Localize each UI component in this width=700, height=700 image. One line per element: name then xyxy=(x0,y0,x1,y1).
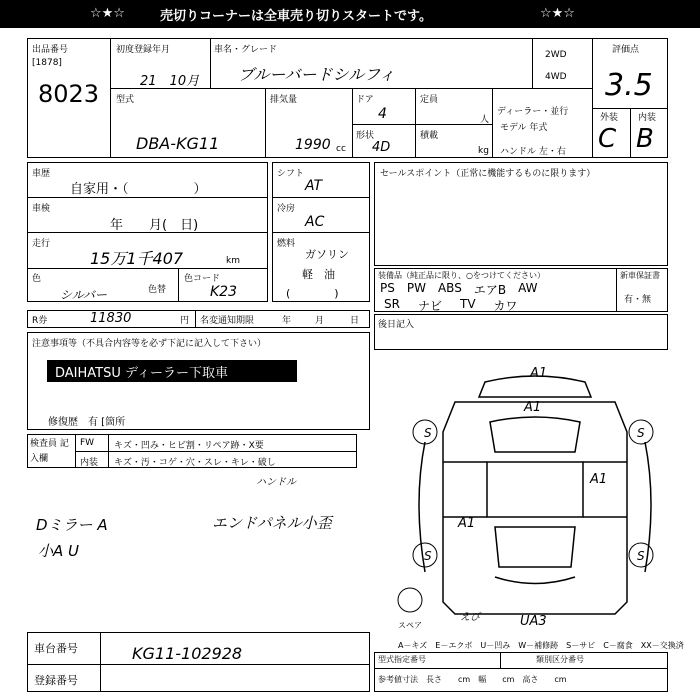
door-label: ドア xyxy=(356,95,374,105)
tax-day: 日 xyxy=(350,316,360,326)
banner-stars-left: ☆★☆ xyxy=(90,6,125,21)
chassis-label: 車台番号 xyxy=(34,642,78,655)
new-warranty-value: 有・無 xyxy=(624,295,652,305)
fw-items: キズ・凹み・ヒビ割・リペア跡・X要 xyxy=(114,441,264,451)
color-change-label: 色替 xyxy=(148,285,167,295)
color-value: シルバー xyxy=(60,288,107,302)
mileage-unit: km xyxy=(226,256,240,266)
damage-legend: A－キズ E－エクボ U－凹み W－補修跡 S－サビ C－腐食 XX－交換済 xyxy=(398,641,684,650)
equip-leather: カワ xyxy=(493,299,518,313)
interior-label: 内装 xyxy=(638,113,657,123)
equip-aw: AW xyxy=(518,281,538,295)
mark-s-fr: S xyxy=(637,426,645,440)
drive-2wd: 2WD xyxy=(545,50,567,60)
form-label: 型式指定番号 xyxy=(378,655,426,664)
postfill-block xyxy=(374,314,668,350)
fuel-light: 軽 油 xyxy=(302,268,335,281)
disp-label: 排気量 xyxy=(270,95,298,105)
cap-unit: 人 xyxy=(480,115,490,125)
top-banner xyxy=(0,0,700,28)
fw-label: FW xyxy=(80,438,95,448)
door-value: 4 xyxy=(378,106,387,122)
recycle-label: R券 xyxy=(32,316,48,326)
tax-month: 月 xyxy=(315,316,325,326)
postfill-label: 後日記入 xyxy=(378,320,415,330)
exterior-value: C xyxy=(598,124,617,154)
model-year-label: モデル 年式 xyxy=(500,123,548,133)
mark-a1-left: A1 xyxy=(458,516,476,531)
lot-label: 出品番号 xyxy=(32,45,69,55)
ac-label: 冷房 xyxy=(277,204,296,214)
mark-a1-hood: A1 xyxy=(524,400,542,415)
inspector-label: 検査員 記入欄 xyxy=(30,439,69,464)
banner-text: 売切りコーナーは全車売り切りスタートです。 xyxy=(160,9,432,24)
equip-ps: PS xyxy=(380,281,395,295)
mark-s-fl: S xyxy=(424,426,432,440)
inspection-value: 年 月( 日) xyxy=(110,218,199,233)
ac-value: AC xyxy=(305,214,325,230)
cap-label: 定員 xyxy=(420,95,439,105)
equip-row2 xyxy=(384,297,518,314)
spare-label: スペア xyxy=(398,621,422,630)
fuel-other: ( ) xyxy=(286,287,339,300)
usage-value: 自家用・（ ） xyxy=(70,182,207,197)
note-end-panel: エンドパネル小歪 xyxy=(212,514,332,532)
shift-label: シフト xyxy=(277,169,305,179)
first-reg-value: 21 10月 xyxy=(140,74,200,89)
score-value: 3.5 xyxy=(605,68,653,103)
color-code-value: K23 xyxy=(210,284,237,300)
drive-4wd: 4WD xyxy=(545,72,567,82)
disp-value: 1990 xyxy=(295,137,331,153)
name-label: 車名・グレード xyxy=(214,45,278,55)
mark-s-rr: S xyxy=(637,549,645,563)
handle-label: ハンドル 左・右 xyxy=(500,147,566,157)
inspection-label: 車検 xyxy=(32,204,51,214)
disp-unit: cc xyxy=(336,144,346,154)
sales-label: セールスポイント（正常に機能するものに限ります） xyxy=(380,169,596,179)
chassis-value: KG11-102928 xyxy=(132,644,243,663)
int-items: キズ・汚・コゲ・穴・スレ・キレ・破し xyxy=(114,458,276,468)
color-code-label: 色コード xyxy=(184,274,221,284)
equip-navi: ナビ xyxy=(417,299,442,313)
recycle-unit: 円 xyxy=(180,316,190,326)
class-label: 類別区分番号 xyxy=(536,655,584,664)
equip-row1 xyxy=(380,281,537,298)
mileage-value: 15万1千407 xyxy=(90,249,184,268)
spare-tire xyxy=(398,588,422,612)
tax-label: 名変通知期限 xyxy=(200,316,255,326)
shape-label: 形状 xyxy=(356,131,375,141)
equip-pw: PW xyxy=(406,281,426,295)
mark-a1-front: A1 xyxy=(530,366,548,381)
int-label: 内装 xyxy=(80,458,99,468)
equip-sr: SR xyxy=(384,297,400,311)
fuel-label: 燃料 xyxy=(277,239,296,249)
score-label: 評価点 xyxy=(612,45,640,55)
load-label: 積載 xyxy=(420,131,439,141)
banner-stars-right: ☆★☆ xyxy=(540,6,575,21)
mileage-label: 走行 xyxy=(32,239,51,249)
color-label: 色 xyxy=(32,274,42,284)
shift-value: AT xyxy=(305,178,323,194)
interior-value: B xyxy=(636,124,654,154)
dealer-label: ディーラー・並行 xyxy=(497,107,569,117)
mark-s-rl: S xyxy=(424,549,432,563)
equip-airbag: エアB xyxy=(473,283,507,297)
model-value: DBA-KG11 xyxy=(136,134,220,153)
mark-ua3: UA3 xyxy=(520,614,547,629)
name-value: ブルーバードシルフィ xyxy=(238,65,395,84)
load-unit: kg xyxy=(478,146,489,156)
dealer-note-box xyxy=(47,360,297,382)
note-mirror: Dミラー A xyxy=(36,516,108,534)
model-label: 型式 xyxy=(116,95,135,105)
lot-sub: [1878] xyxy=(32,58,62,68)
dealer-note: DAIHATSU ディーラー下取車 xyxy=(55,366,228,381)
fuel-value: ガソリン xyxy=(305,248,349,261)
notes-label: 注意事項等（不具合内容等を必ず下記に記入して下さい） xyxy=(32,339,267,349)
usage-label: 車歴 xyxy=(32,169,51,179)
exterior-label: 外装 xyxy=(600,113,619,123)
repair-label: 修復歴 有 [箇所 xyxy=(48,417,126,428)
note-small-au: 小A U xyxy=(38,542,80,560)
tax-year: 年 xyxy=(282,316,292,326)
bottom-note: えび xyxy=(460,612,480,623)
shape-value: 4D xyxy=(372,140,391,155)
equip-tv: TV xyxy=(459,297,476,311)
first-reg-label: 初度登録年月 xyxy=(116,45,171,55)
mark-a1-right: A1 xyxy=(590,472,608,487)
equip-label: 装備品（純正品に限り、○をつけてください） xyxy=(378,271,545,280)
car-damage-diagram xyxy=(395,352,675,632)
equip-abs: ABS xyxy=(437,281,462,295)
handle-note: ハンドル xyxy=(256,477,296,488)
lot-number: 8023 xyxy=(38,80,100,108)
reg-label: 登録番号 xyxy=(34,674,78,687)
dim-label: 参考値寸法 長さ cm 幅 cm 高さ cm xyxy=(378,675,567,684)
new-warranty-label: 新車保証書 xyxy=(620,271,660,280)
recycle-value: 11830 xyxy=(90,311,132,326)
